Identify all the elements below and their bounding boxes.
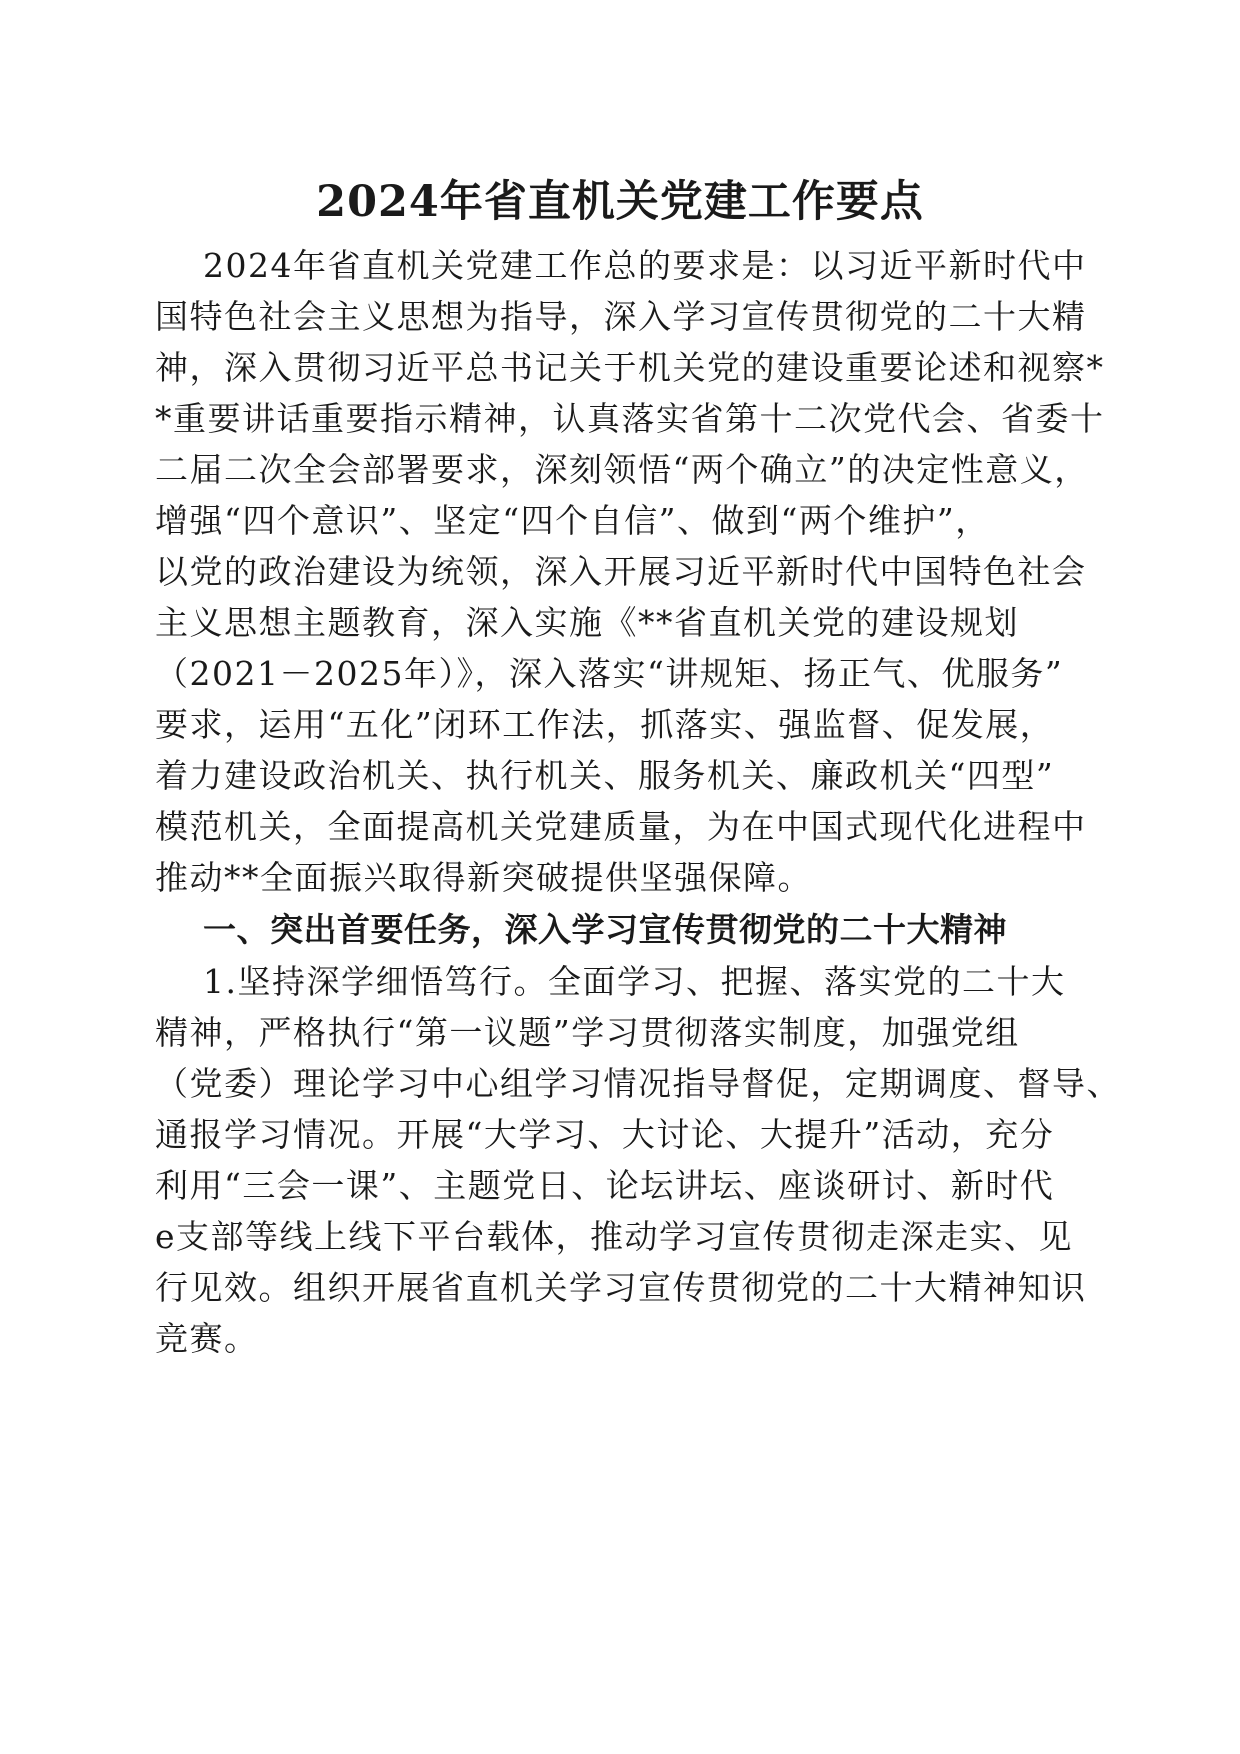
paragraph-line: 要求，运用“五化”闭环工作法，抓落实、强监督、促发展， <box>155 705 1055 744</box>
paragraph-line: 利用“三会一课”、主题党日、论坛讲坛、座谈研讨、新时代 <box>155 1166 1055 1205</box>
paragraph-line: 增强“四个意识”、坚定“四个自信”、做到“两个维护”， <box>155 501 990 540</box>
paragraph-line: 着力建设政治机关、执行机关、服务机关、廉政机关“四型” <box>155 756 1055 795</box>
paragraph-line: 国特色社会主义思想为指导，深入学习宣传贯彻党的二十大精 <box>155 297 1087 336</box>
paragraph-line: 以党的政治建设为统领，深入开展习近平新时代中国特色社会 <box>155 552 1087 591</box>
paragraph-line: 行见效。组织开展省直机关学习宣传贯彻党的二十大精神知识 <box>155 1268 1087 1307</box>
paragraph-line: 通报学习情况。开展“大学习、大讨论、大提升”活动，充分 <box>155 1115 1055 1154</box>
section-heading: 一、突出首要任务，深入学习宣传贯彻党的二十大精神 <box>203 910 1007 949</box>
document-title: 2024年省直机关党建工作要点 <box>316 177 924 227</box>
paragraph-line: 主义思想主题教育，深入实施《**省直机关党的建设规划 <box>155 603 1019 642</box>
paragraph-line: e支部等线上线下平台载体，推动学习宣传贯彻走深走实、见 <box>155 1217 1074 1256</box>
paragraph-line: 精神，严格执行“第一议题”学习贯彻落实制度，加强党组 <box>155 1013 1020 1052</box>
paragraph-line: 推动**全面振兴取得新突破提供坚强保障。 <box>155 858 812 897</box>
paragraph-line: 模范机关，全面提高机关党建质量，为在中国式现代化进程中 <box>155 807 1087 846</box>
paragraph-line: 1.坚持深学细悟笃行。全面学习、把握、落实党的二十大 <box>203 962 1066 1001</box>
paragraph-line: （党委）理论学习中心组学习情况指导督促，定期调度、督导、 <box>155 1064 1121 1103</box>
paragraph-line: 竞赛。 <box>155 1319 259 1358</box>
paragraph-line: （2021－2025年）》，深入落实“讲规矩、扬正气、优服务” <box>155 654 1064 693</box>
paragraph-line: 二届二次全会部署要求，深刻领悟“两个确立”的决定性意义， <box>155 450 1089 489</box>
paragraph-line: *重要讲话重要指示精神，认真落实省第十二次党代会、省委十 <box>155 399 1105 438</box>
paragraph-line: 2024年省直机关党建工作总的要求是：以习近平新时代中 <box>203 246 1087 285</box>
paragraph-line: 神，深入贯彻习近平总书记关于机关党的建设重要论述和视察* <box>155 348 1105 387</box>
